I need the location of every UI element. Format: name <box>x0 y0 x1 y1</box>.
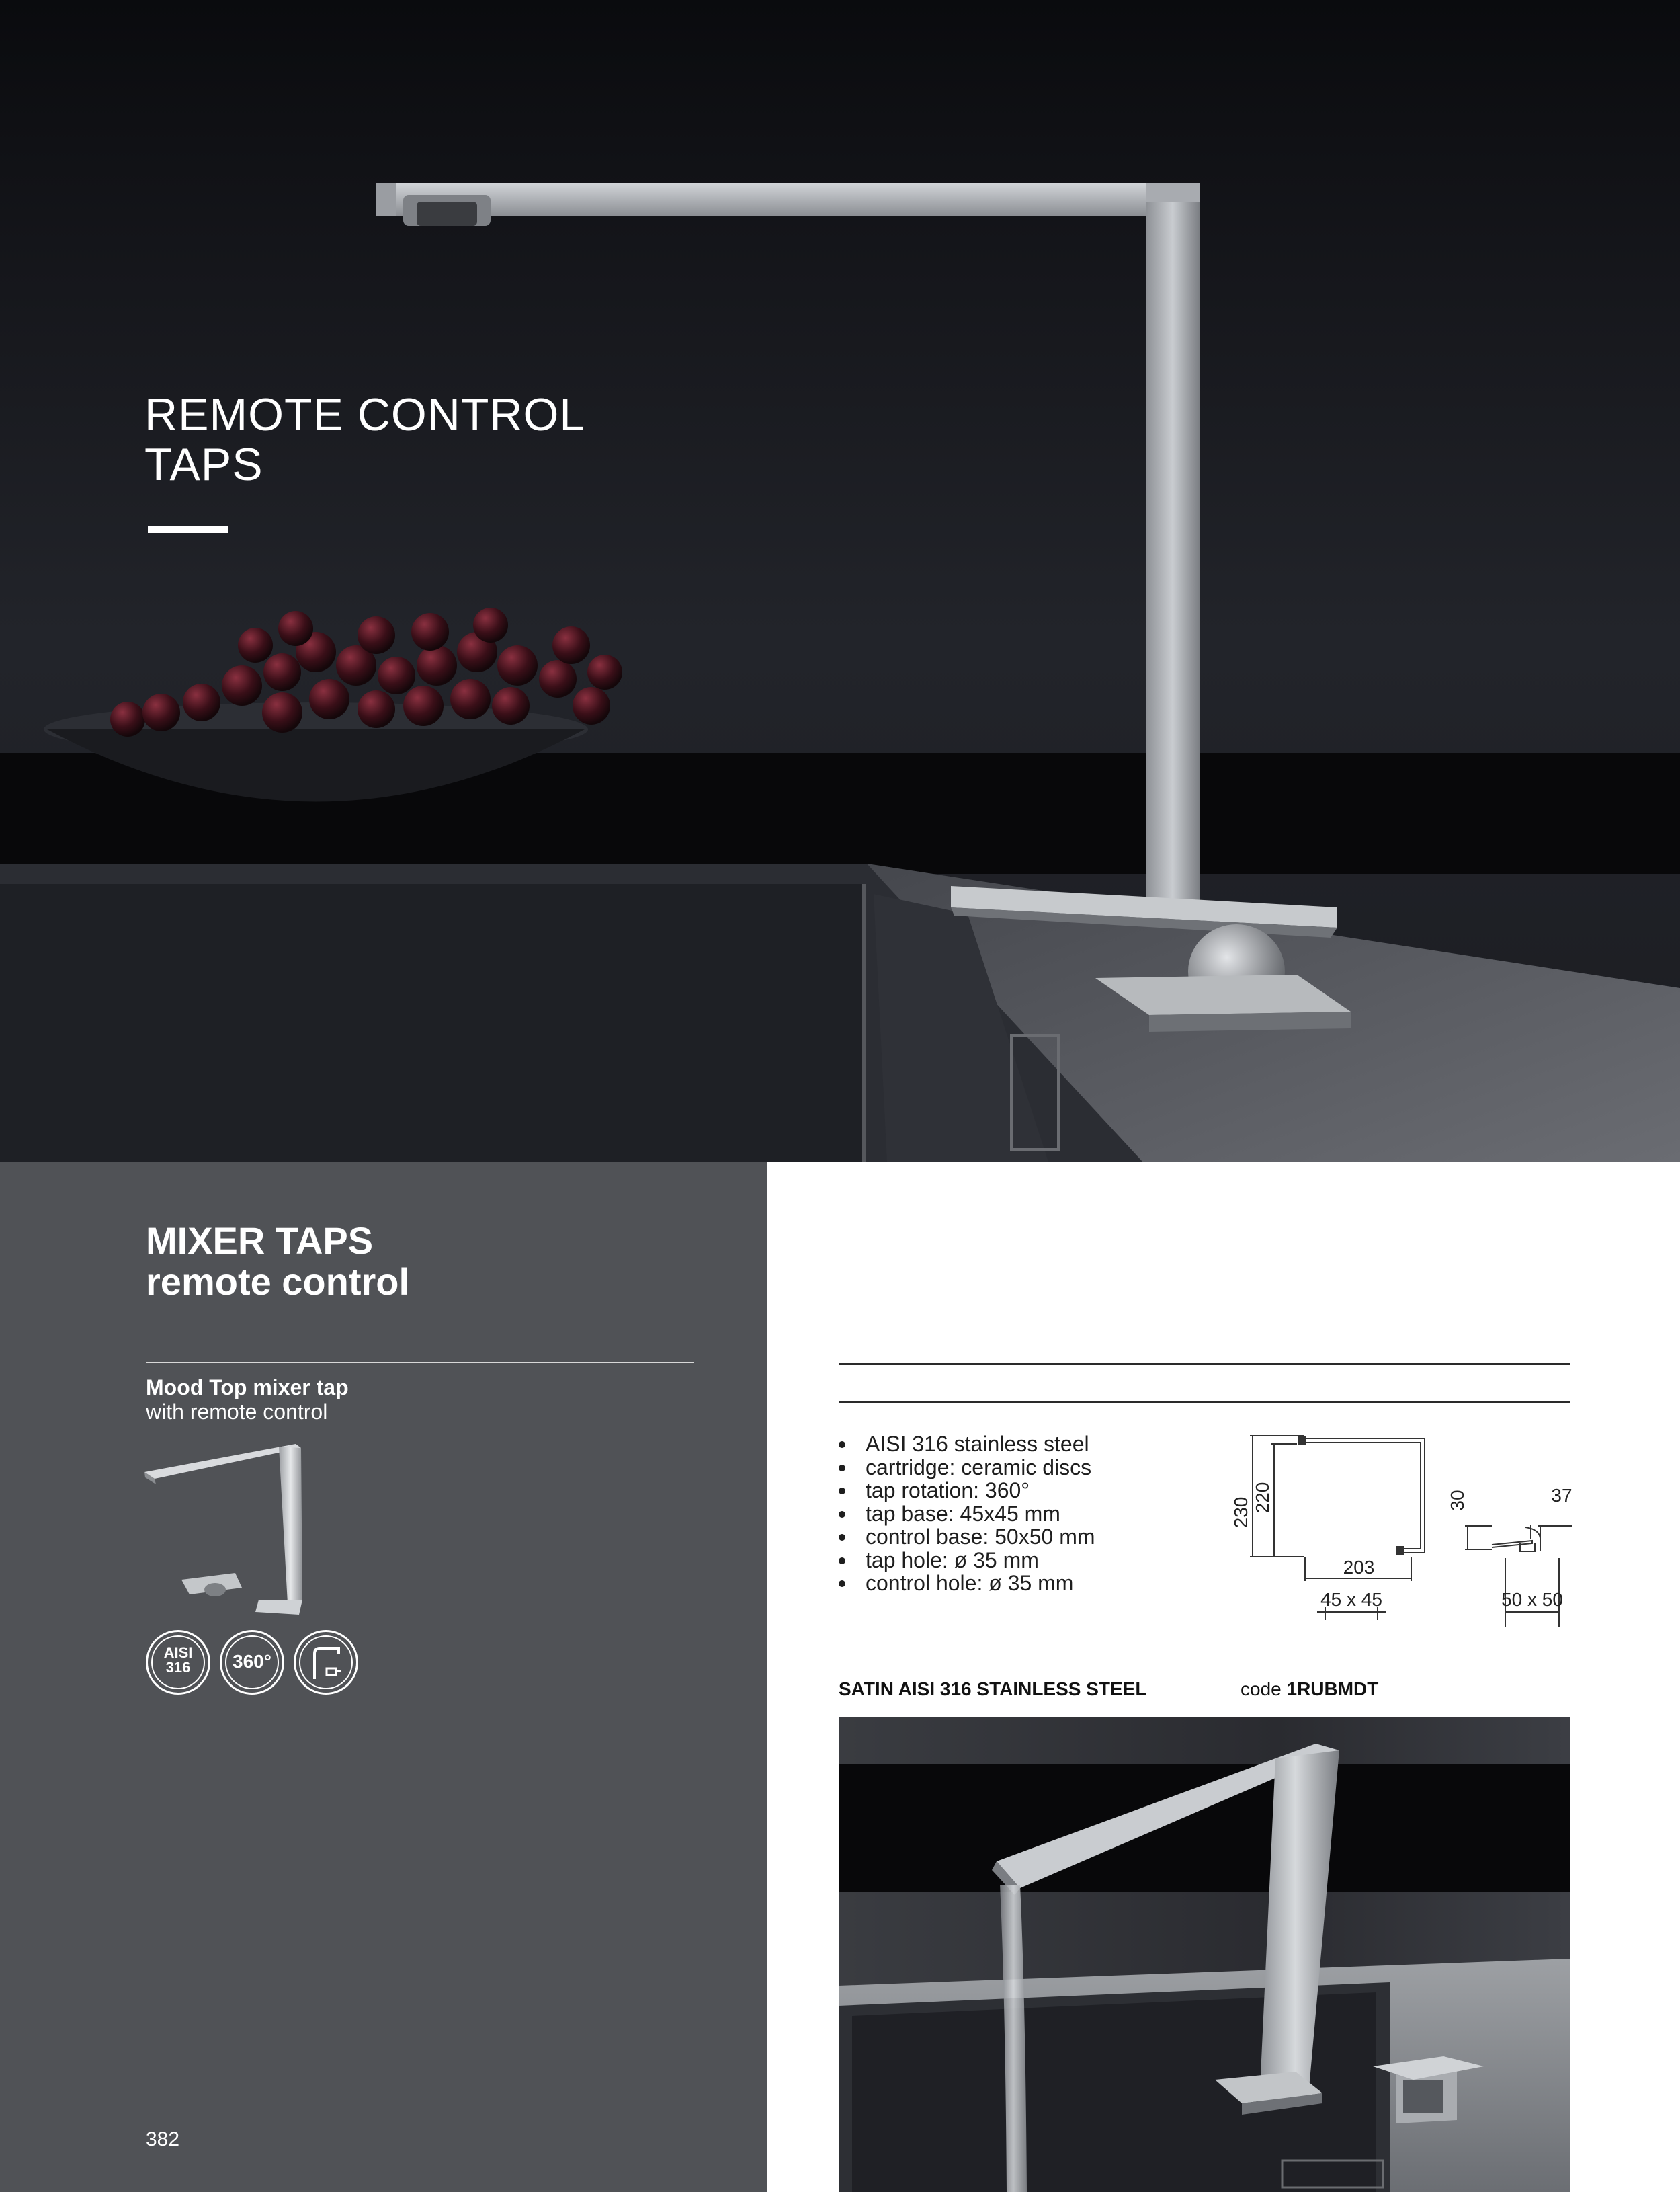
hero-title-line1: REMOTE CONTROL <box>144 389 586 440</box>
dim-220-label: 220 <box>1252 1481 1273 1514</box>
page-number: 382 <box>146 2128 180 2150</box>
spec-item: control base: 50x50 mm <box>839 1525 1095 1549</box>
hero-title <box>144 390 585 489</box>
spec-list <box>839 1432 1095 1595</box>
spec-item: cartridge: ceramic discs <box>839 1456 1095 1479</box>
spec-item: AISI 316 stainless steel <box>839 1432 1095 1456</box>
section-title: MIXER TAPS <box>146 1219 374 1262</box>
left-divider <box>146 1362 694 1363</box>
dim-30-label: 30 <box>1447 1490 1468 1511</box>
rotation-badge-text: 360° <box>233 1651 271 1672</box>
aisi-badge-line2: 316 <box>165 1659 191 1676</box>
finish-label: SATIN AISI 316 STAINLESS STEEL <box>839 1678 1147 1699</box>
aisi-316-badge <box>146 1630 210 1695</box>
product-photo-image <box>839 1717 1570 2192</box>
spec-item: tap base: 45x45 mm <box>839 1502 1095 1526</box>
right-divider-bottom <box>839 1401 1570 1403</box>
spec-item: control hole: ø 35 mm <box>839 1572 1095 1595</box>
code-value: 1RUBMDT <box>1286 1678 1379 1699</box>
dim-203-label: 203 <box>1343 1557 1375 1578</box>
product-name: Mood Top mixer tap <box>146 1375 349 1399</box>
dim-45x45-label: 45 x 45 <box>1320 1589 1382 1610</box>
hero-title-line2: TAPS <box>144 439 263 490</box>
right-divider-top <box>839 1363 1570 1365</box>
dim-50x50-label: 50 x 50 <box>1501 1589 1563 1610</box>
product-photo <box>839 1717 1570 2192</box>
title-underline-bar <box>148 526 228 533</box>
dim-37-label: 37 <box>1551 1485 1572 1506</box>
tap-remote-icon <box>294 1630 358 1695</box>
product-subtitle: with remote control <box>146 1399 328 1424</box>
section-subtitle: remote control <box>146 1260 410 1303</box>
product-code <box>1241 1678 1378 1700</box>
aisi-badge-line1: AISI <box>163 1644 193 1661</box>
left-info-panel <box>0 1162 767 2192</box>
spec-item: tap rotation: 360° <box>839 1479 1095 1502</box>
technical-drawing <box>1210 1425 1599 1627</box>
spec-item: tap hole: ø 35 mm <box>839 1549 1095 1572</box>
code-prefix: code <box>1241 1678 1282 1699</box>
product-thumbnail-image <box>141 1438 316 1620</box>
dim-230-label: 230 <box>1230 1496 1251 1529</box>
rotation-360-badge <box>220 1630 284 1695</box>
